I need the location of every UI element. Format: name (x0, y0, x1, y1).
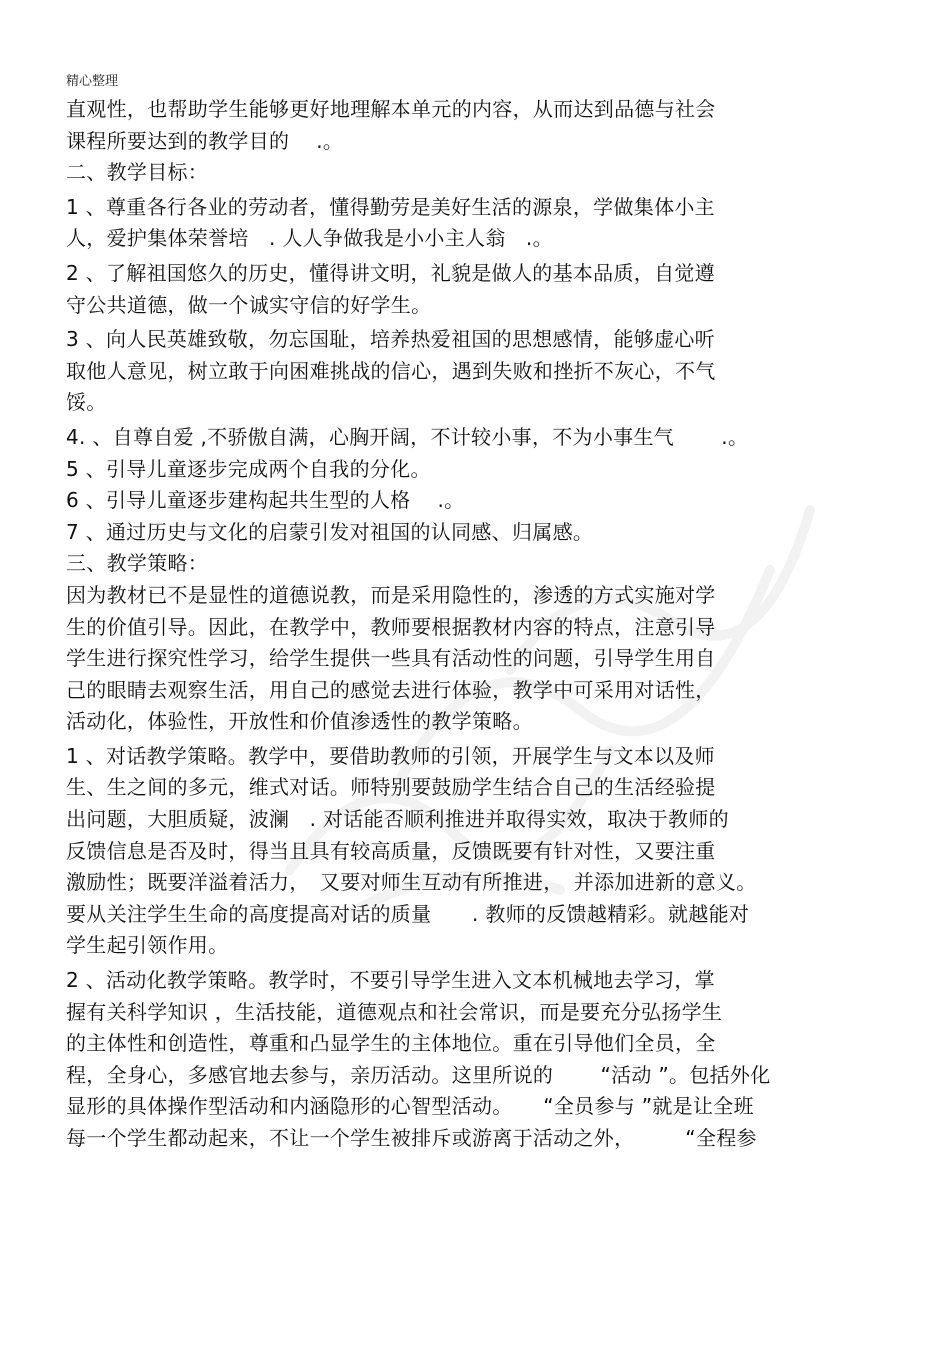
text-line: 守公共道德，做一个诚实守信的好学生。 (66, 292, 432, 317)
text-line: 每一个学生都动起来，不让一个学生被排斥或游离于活动之外， “全程参 (66, 1126, 757, 1150)
text-line: 反馈信息是否及时，得当且具有较高质量，反馈既要有针对性，又要注重 (66, 838, 716, 863)
text-line: 己的眼睛去观察生活，用自己的感觉去进行体验，教学中可采用对话性， (66, 677, 716, 702)
text-line: 程，全身心，多感官地去参与，亲历活动。这里所说的 “活动 ”。包括外化 (66, 1062, 771, 1087)
text-line: 因为教材已不是显性的道德说教，而是采用隐性的，渗透的方式实施对学 (66, 582, 716, 607)
text-line: 显形的具体操作型活动和内涵隐形的心智型活动。 “全员参与 ”就是让全班 (66, 1094, 754, 1119)
text-line: 1 、对话教学策略。教学中，要借助教师的引领，开展学生与文本以及师 (66, 743, 715, 768)
text-line: 取他人意见，树立敢于向困难挑战的信心，遇到失败和挫折不灰心，不气 (66, 358, 716, 383)
text-line: 课程所要达到的教学目的 .。 (66, 128, 344, 153)
text-line: 激励性；既要洋溢着活力， 又要对师生互动有所推进， 并添加进新的意义。 (66, 870, 757, 895)
text-line: 4. 、自尊自爱 ,不骄傲自满，心胸开阔，不计较小事，不为小事生气 .。 (66, 424, 749, 449)
text-line: 7 、通过历史与文化的启蒙引发对祖国的认同感、归属感。 (66, 519, 594, 544)
text-line: 1 、尊重各行各业的劳动者，懂得勤劳是美好生活的源泉，学做集体小主 (66, 194, 715, 219)
text-line: 直观性，也帮助学生能够更好地理解本单元的内容，从而达到品德与社会 (66, 97, 716, 121)
text-line: 握有关科学知识 ，生活技能，道德观点和社会常识，而是要充分弘扬学生 (66, 999, 723, 1024)
text-line: 5 、引导儿童逐步完成两个自我的分化。 (66, 456, 431, 481)
text-line: 2 、了解祖国悠久的历史，懂得讲文明，礼貌是做人的基本品质，自觉遵 (66, 260, 715, 285)
page-header: 精心整理 (66, 74, 119, 89)
document-body (66, 94, 886, 1155)
text-line: 要从关注学生生命的高度提高对话的质量 . 教师的反馈越精彩。就越能对 (66, 901, 750, 926)
text-line: 学生进行探究性学习，给学生提供一些具有活动性的问题，引导学生用自 (66, 646, 716, 671)
text-line: 学生起引领作用。 (66, 933, 229, 958)
text-line: 出问题，大胆质疑，波澜 . 对话能否顺利推进并取得实效，取决于教师的 (66, 807, 729, 832)
text-line: 生、生之间的多元，维式对话。师特别要鼓励学生结合自己的生活经验提 (66, 775, 716, 800)
text-line: 生的价值引导。因此，在教学中，教师要根据教材内容的特点，注意引导 (66, 614, 716, 639)
text-line: 的主体性和创造性，尊重和凸显学生的主体地位。重在引导他们全员，全 (66, 1031, 716, 1056)
text-line: 活动化，体验性，开放性和价值渗透性的教学策略。 (66, 709, 533, 734)
text-line: 人，爱护集体荣誉培 . 人人争做我是小小主人翁 .。 (66, 226, 553, 251)
text-line: 6 、引导儿童逐步建构起共生型的人格 .。 (66, 488, 465, 513)
text-line: 三、教学策略： (66, 551, 209, 576)
text-line: 馁。 (66, 390, 107, 415)
text-line: 3 、向人民英雄致敬，勿忘国耻，培养热爱祖国的思想感情，能够虚心听 (66, 327, 715, 352)
text-line: 2 、活动化教学策略。教学时，不要引导学生进入文本机械地去学习，掌 (66, 968, 715, 993)
text-line: 二、教学目标： (66, 160, 209, 185)
